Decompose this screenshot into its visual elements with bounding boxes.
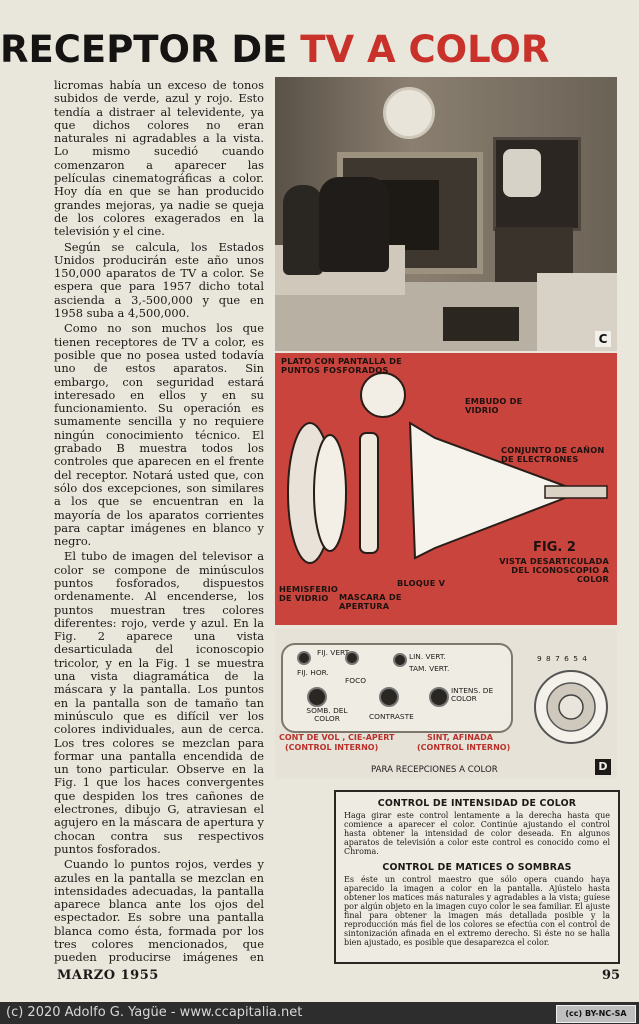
- tuning-dial: [531, 667, 611, 747]
- picture-tube-diagram: [275, 353, 617, 625]
- page-number: 95: [602, 968, 621, 983]
- paragraph-3: Como no son muchos los que tienen receptores de TV a color, es posible que no posea usted todavía uno de estos aparatos. Sin embargo, con seguridad estará interesado en ellos y en su funcionamiento. Su operación es sumamente sencilla y no requiere ningún conocimiento técnico. El grabado B muestra todos los controles que aparecen en el frente del receptor. Notará usted que, con sólo dos excepciones, son similares a los que se encuentran en la mayoría de los aparatos corrientes para captar imágenes en blanco y negro.: [54, 321, 264, 549]
- headline-part-2: TV A COLOR: [300, 28, 550, 71]
- control-panel: [281, 643, 513, 733]
- copyright-bar: [0, 1002, 639, 1024]
- label-hemisferio: HEMISFERIO DE VIDRIO: [279, 584, 339, 603]
- label-cont-vol: CONT DE VOL , CIE-APERT: [279, 733, 395, 742]
- dial-numbers: 9 8 7 6 5 4: [537, 654, 588, 663]
- phosphor-plate: [314, 435, 346, 551]
- label-mascara: MASCARA DE APERTURA: [339, 592, 402, 611]
- knob-contraste: [379, 687, 399, 707]
- label-embudo: EMBUDO DE VIDRIO: [465, 396, 523, 415]
- label-foco: FOCO: [345, 676, 367, 685]
- paragraph-5: Cuando lo puntos rojos, verdes y azules en la pantalla se mezclan en intensidades adecuadas, la pantalla aparece blanca ante los ojos del espectador. Es sobre una pantalla blanca como ésta, formada por los tres colores mencionados, que pueden producirse imágenes en: [54, 857, 264, 964]
- figure-2-title: FIG. 2: [533, 540, 576, 555]
- wall-clock-icon: [383, 87, 435, 139]
- living-room-photo: [275, 77, 617, 351]
- woman-figure: [283, 185, 323, 275]
- box-text-2: Es éste un control maestro que sólo opera cuando haya aparecido la imagen a color en la pantalla. Ajústelo hasta obtener los matices más naturales y agradables a la vista; guíese por algún objeto en la imagen cuyo color le sea familiar. El ajuste final para obtener la imagen más detallada posible y la reproducción más fiel de los colores se efectúa con el control de sintonización afinada en el extremo derecho. Si éste no se halla bien ajustado, es posible que desaparezca el color.: [344, 875, 610, 947]
- glass-funnel: [410, 423, 565, 558]
- label-somb: SOMB. DEL COLOR: [306, 706, 348, 723]
- headline: [0, 28, 639, 72]
- paragraph-4: El tubo de imagen del televisor a color se compone de minúsculos puntos fosforados, dispuestos ordenamente. Al encenderse, los puntos muestran tres colores diferentes: rojo, verde y azul. En la Fig. 2 aparece una vista desarticulada del iconoscopio tricolor, y en la Fig. 1 se muestra una vista diagramática de la máscara y la pantalla. Los puntos en la pantalla son de tamaño tan minúsculo que es difícil ver los colores individuales, aun de cerca. Los tres colores se mezclan para formar una pantalla encendida de un tono particular. Observe en la Fig. 1 que los haces convergentes que despiden los tres cañones de electrones, dibujo G, atraviesan el agujero en la máscara de apertura y chocan contra sus respectivos puntos fosforados.: [54, 549, 264, 856]
- knob-somb-color: [307, 687, 327, 707]
- controls-caption: PARA RECEPCIONES A COLOR: [371, 765, 498, 775]
- electron-gun-assembly: [545, 486, 607, 498]
- label-fij-vert: FIJ. VERT.: [317, 648, 351, 657]
- label-contraste: CONTRASTE: [369, 712, 414, 721]
- label-intens: INTENS. DE COLOR: [451, 686, 494, 703]
- label-tam-vert: TAM. VERT.: [409, 664, 450, 673]
- paragraph-2: Según se calcula, los Estados Unidos producirán este año unos 150,000 aparatos de TV a color. Se espera que para 1957 dicho total ascienda a 3,-500,000 y que en 1958 suba a 4,500,000.: [54, 239, 264, 321]
- dot-magnifier-icon: [361, 373, 405, 417]
- figure-2-caption: VISTA DESARTICULADA DEL ICONOSCOPIO A COLOR: [499, 556, 609, 584]
- label-control-interno-1: (CONTROL INTERNO): [285, 743, 379, 752]
- photo-label: C: [595, 331, 611, 347]
- box-text-1: Haga girar este control lentamente a la derecha hasta que comience a aparecer el color. Continúe ajustando el control hasta obtener la intensidad de color deseada. En algunos aparatos de televisión a color este control es conocido como el Chroma.: [344, 811, 610, 856]
- copyright-text: (c) 2020 Adolfo G. Yagüe - www.ccapitalia.net: [6, 1005, 303, 1020]
- label-bloque: BLOQUE V: [397, 578, 446, 588]
- controls-illustration: [275, 629, 617, 779]
- label-fij-hor: FIJ. HOR.: [297, 668, 329, 677]
- box-title-1: CONTROL DE INTENSIDAD DE COLOR: [377, 798, 577, 809]
- box-title-2: CONTROL DE MATICES O SOMBRAS: [382, 862, 572, 873]
- label-canon: CONJUNTO DE CAÑON DE ELECTRONES: [501, 445, 605, 464]
- knob-fij-vert: [297, 651, 311, 665]
- label-control-interno-2: (CONTROL INTERNO): [417, 743, 511, 752]
- coffee-table: [443, 307, 519, 341]
- figure-d-label: D: [595, 759, 611, 775]
- tuning-dial-icon: [531, 667, 611, 747]
- cc-license-badge: (cc) BY-NC-SA: [556, 1005, 636, 1023]
- knob-intens-color: [429, 687, 449, 707]
- label-lin-vert: LIN. VERT.: [409, 652, 446, 661]
- label-plato: PLATO CON PANTALLA DE PUNTOS FOSFORADOS: [281, 356, 402, 375]
- controls-info-box: [334, 790, 620, 964]
- television-screen: [503, 149, 541, 197]
- aperture-mask: [360, 433, 378, 553]
- headline-part-1: RECEPTOR DE: [0, 28, 301, 71]
- knob-lin-vert: [393, 653, 407, 667]
- footer-month: MARZO 1955: [57, 968, 159, 983]
- article-body: [54, 79, 264, 964]
- label-sint: SINT, AFINADA: [427, 733, 493, 742]
- man-figure: [319, 177, 389, 272]
- paragraph-1: licromas había un exceso de tonos subidos de verde, azul y rojo. Esto tendía a distraer al televidente, ya que dichos colores no eran naturales ni agradables a la vista. Lo mismo sucedió cuando comenzaron a aparecer las películas cinematográficas a color. Hoy día en que se han producido grandes mejoras, ya nadie se queja de los colores exagerados en la televisión y el cine.: [54, 79, 264, 239]
